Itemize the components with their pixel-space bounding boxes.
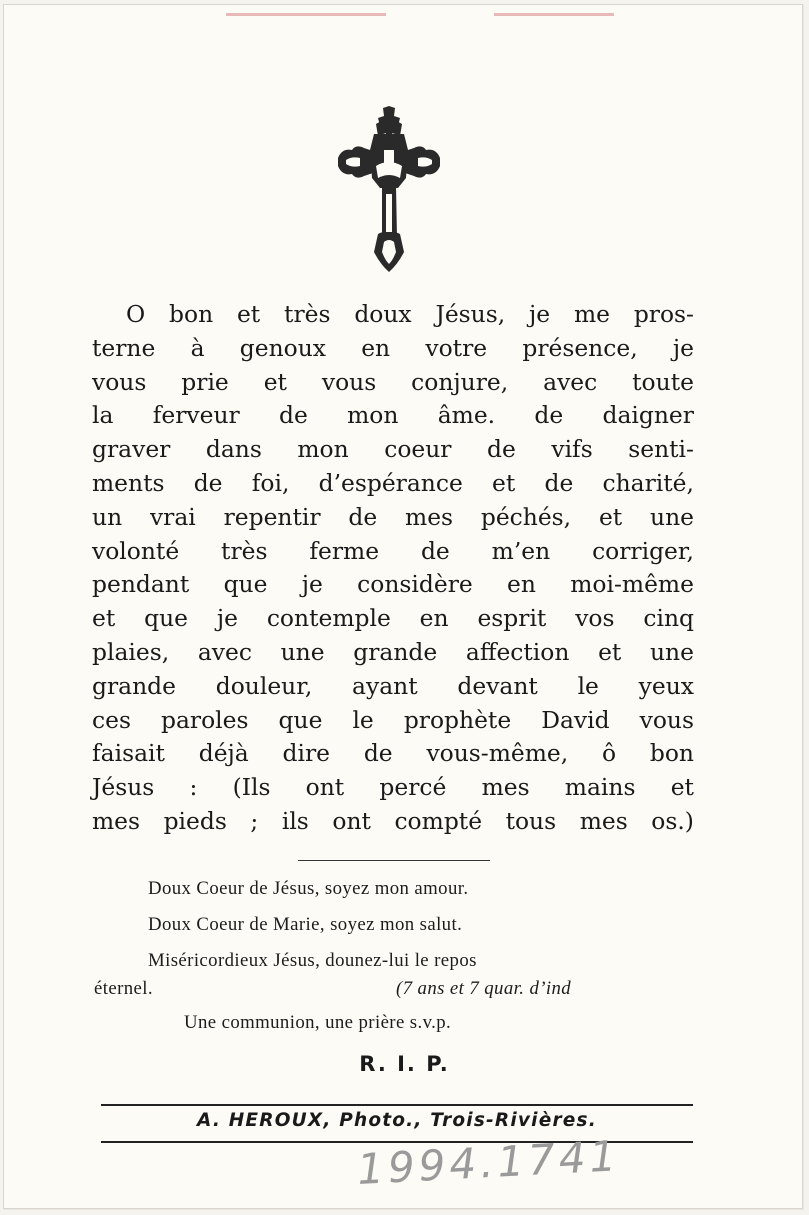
prayer-line: mes pieds ; ils ont compté tous mes os.): [92, 806, 694, 835]
communion-request: Une communion, une prière s.v.p.: [184, 1012, 452, 1033]
prayer-line: plaies, avec une grande affection et une: [92, 637, 694, 666]
cross-icon: [336, 106, 442, 272]
prayer-text: [92, 298, 694, 839]
invocation-eternel: éternel.: [94, 978, 153, 999]
top-edge-mark: [494, 13, 614, 16]
invocation-jesus: Doux Coeur de Jésus, soyez mon amour.: [148, 878, 469, 899]
prayer-line: grande douleur, ayant devant le yeux: [92, 671, 694, 700]
handwritten-catalog-number: 1994.1741: [356, 1131, 622, 1194]
section-divider: [298, 860, 490, 861]
prayer-line: terne à genoux en votre présence, je: [92, 333, 694, 362]
prayer-line: pendant que je considère en moi-même: [92, 570, 694, 599]
indulgence-note: (7 ans et 7 quar. d’ind: [396, 978, 572, 999]
prayer-line: ces paroles que le prophète David vous: [92, 705, 694, 734]
invocation-marie: Doux Coeur de Marie, soyez mon salut.: [148, 914, 463, 935]
rip-text: R. I. P.: [359, 1052, 450, 1076]
invocation-misericordieux: Miséricordieux Jésus, dounez-lui le repos: [148, 950, 477, 971]
prayer-line: un vrai repentir de mes péchés, et une: [92, 502, 694, 531]
prayer-line: graver dans mon coeur de vifs senti-: [92, 435, 694, 464]
prayer-line: la ferveur de mon âme. de daigner: [92, 401, 694, 430]
prayer-line: et que je contemple en esprit vos cinq: [92, 604, 694, 633]
prayer-line: ments de foi, d’espérance et de charité,: [92, 468, 694, 497]
photographer-imprint: A. HEROUX, Photo., Trois-Rivières.: [197, 1110, 597, 1131]
prayer-line: vous prie et vous conjure, avec toute: [92, 367, 694, 396]
imprint-rule-top: [101, 1104, 693, 1106]
prayer-line: O bon et très doux Jésus, je me pros-: [126, 300, 694, 328]
top-edge-mark: [226, 13, 386, 16]
prayer-line: volonté très ferme de m’en corriger,: [92, 536, 694, 565]
prayer-line: faisait déjà dire de vous-même, ô bon: [92, 739, 694, 768]
prayer-line: Jésus : (Ils ont percé mes mains et: [92, 773, 694, 802]
